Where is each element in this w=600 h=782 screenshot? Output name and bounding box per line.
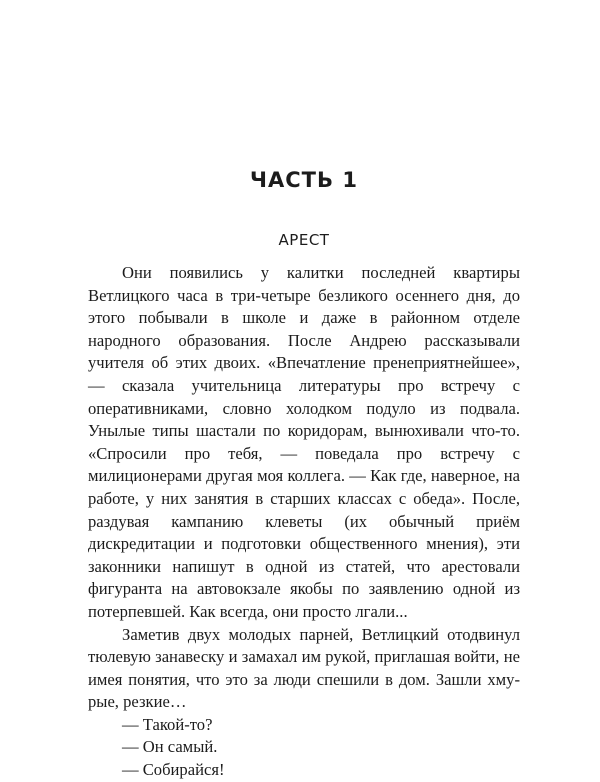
dialogue-line: — Собирайся! bbox=[122, 760, 225, 780]
dialogue-line: — Он самый. bbox=[122, 737, 218, 757]
paragraph: Заметив двух молодых парней, Ветлицкий отодвинул тюлевую занавеску и замахал им рукой, приглашая войти, не имея понятия, что это за люди спешили в дом. Зашли хмурые, резкие… bbox=[88, 624, 520, 712]
chapter-title: АРЕСТ bbox=[278, 231, 330, 249]
body-text bbox=[88, 262, 520, 782]
part-title: ЧАСТЬ 1 bbox=[250, 168, 358, 192]
paragraph: Они появились у калитки последней квартиры Ветлицкого часа в три-четыре безликого осеннего дня, до этого побывали в школе и даже в районном отделе народного образования. После Андрею рассказывали учителя об этих двоих. «Впечатление пренеприятнейшее», — сказала учительница литературы про встречу с оперативниками, словно холодком подуло из подвала. Унылые типы шастали по коридорам, вынюхивали что-то. «Спросили про тебя, — поведала про встречу с милиционерами другая моя коллега. — Как где, наверное, на работе, у них занятия в старших классах с обеда». После, раздувая кампанию клеветы (их обычный приём дискредитации и подготовки общественного мнения), эти законники напишут в одной из статей, что арестовали фигуранта на автовокзале якобы по заявлению одной из потерпевшей. Как всегда, они просто лгали... bbox=[88, 263, 520, 621]
book-page bbox=[88, 0, 520, 780]
dialogue-line: — Такой-то? bbox=[122, 714, 213, 734]
